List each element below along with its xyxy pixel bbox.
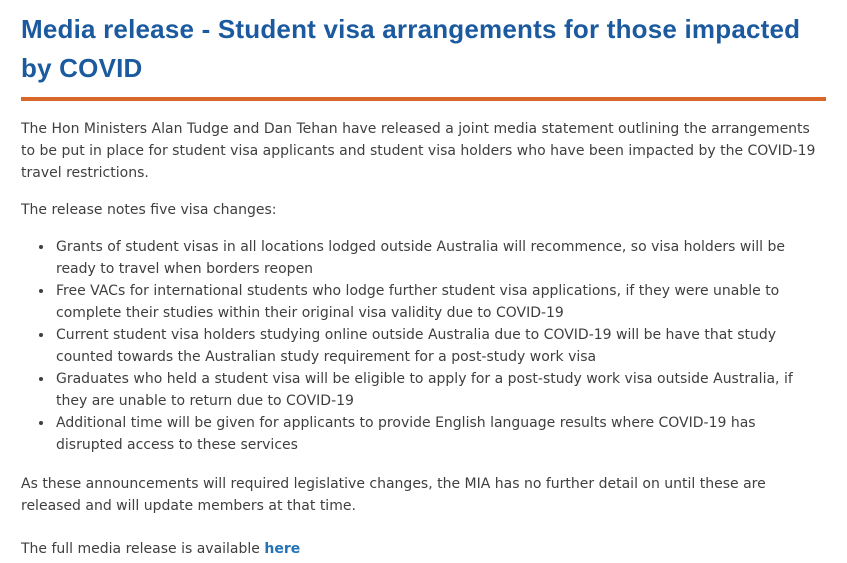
list-item: • Additional time will be given for applicants to provide English language results where COVID-19 has disrupted access to these services xyxy=(54,412,826,456)
list-item: • Graduates who held a student visa will be eligible to apply for a post-study work visa outside Australia, if they are unable to return due to COVID-19 xyxy=(54,368,826,412)
page-title: Media release - Student visa arrangements for those impacted by COVID xyxy=(21,14,801,83)
visa-changes-list xyxy=(21,236,826,456)
list-item: • Grants of student visas in all locations lodged outside Australia will recommence, so visa holders will be ready to travel when borders reopen xyxy=(54,236,826,280)
intro-paragraph: The Hon Ministers Alan Tudge and Dan Tehan have released a joint media statement outlining the arrangements to be put in place for student visa applicants and student visa holders who have been impacted by the COVID-19 travel restrictions. xyxy=(21,121,816,181)
outro-paragraph: As these announcements will required legislative changes, the MIA has no further detail on until these are released and will update members at that time. xyxy=(21,476,766,514)
full-media-release-link[interactable]: here xyxy=(264,541,301,557)
list-item: • Free VACs for international students who lodge further student visa applications, if they were unable to complete their studies within their original visa validity due to COVID-19 xyxy=(54,280,826,324)
title-divider xyxy=(21,97,826,101)
closing-text: The full media release is available xyxy=(21,541,265,557)
list-item: • Current student visa holders studying online outside Australia due to COVID-19 will be have that study counted towards the Australian study requirement for a post-study work visa xyxy=(54,324,826,368)
list-intro-paragraph: The release notes five visa changes: xyxy=(21,202,277,218)
closing-paragraph xyxy=(21,538,826,560)
